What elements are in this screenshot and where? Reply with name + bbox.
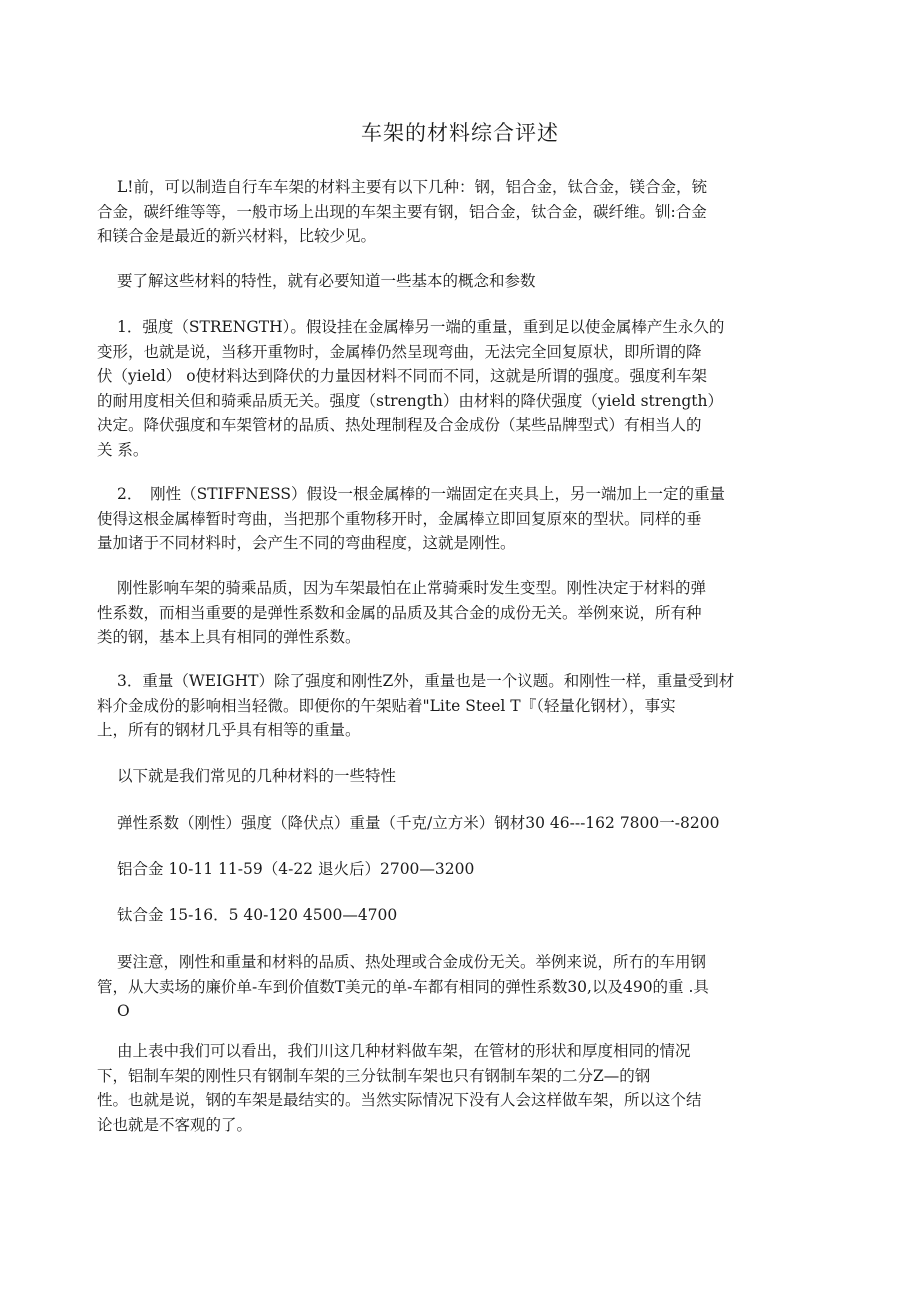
- paragraph-line: 铝合金 10-11 11-59（4-22 退火后）2700—3200: [117, 860, 475, 878]
- paragraph-line: 由上表中我们可以看出，我们川这几种材料做车架，在管材的形状和厚度相同的情况: [117, 1042, 691, 1060]
- paragraph-line: 1．强度（STRENGTH）。假设挂在金属棒另一端的重量，重到足以使金属棒产生永久的: [117, 318, 725, 336]
- paragraph-properties-intro: [97, 764, 813, 789]
- paragraph-line: 刚性影响车架的骑乘品质，因为车架最怕在止常骑乘时发生变型。刚性决定于材料的弹: [117, 579, 707, 597]
- paragraph-line: 弹性系数（刚性）强度（降伏点）重量（千克/立方米）钢材30 46---162 7800一-8200: [117, 814, 720, 832]
- paragraph-line: 关 系。: [97, 440, 149, 459]
- paragraph-line: 钛合金 15-16．5 40-120 4500—4700: [117, 906, 398, 924]
- paragraph-line: L!前，可以制造自行车车架的材料主要有以下几种：钢，铝合金，钛合金，镁合金，铳: [117, 178, 708, 196]
- paragraph-line: 合金，碳纤维等等，一般市场上出现的车架主要有钢，铝合金，钛合金，碳纤维。钏:合金: [97, 202, 707, 221]
- paragraph-line: 决定。降伏强度和车架管材的品质、热处理制程及合金成份（某些品牌型式）有相当人的: [97, 416, 702, 434]
- paragraph-line: 要了解这些材料的特性，就有必要知道一些基本的概念和参数: [117, 272, 536, 290]
- paragraph-line: 3．重量（WEIGHT）除了强度和刚性Z外，重量也是一个议题。和刚性一样，重量受到材: [117, 672, 735, 690]
- paragraph-line: 管，从大卖场的廉价单-车到价值数T美元的单-车都有相同的弹性系数30,以及490的重 .具: [97, 977, 709, 996]
- paragraph-line: O: [117, 1002, 130, 1020]
- paragraph-line: 料介金成份的影响相当轻微。即便你的午架贴着"Lite Steel T『（轻量化钢材），事实: [97, 696, 676, 715]
- paragraph-intro: [97, 175, 813, 249]
- paragraph-line: 2． 刚性（STIFFNESS）假设一根金属棒的一端固定在夹具上，另一端加上一定的重量: [117, 485, 726, 503]
- paragraph-strength: [97, 315, 813, 462]
- paragraph-line: 性。也就是说，钢的车架是最结实的。当然实际情况下没有人会这样做车架，所以这个结: [97, 1091, 702, 1109]
- paragraph-line: 要注意，刚性和重量和材料的品质、热处理或合金成份无关。举例来说，所冇的车用钢: [117, 953, 707, 971]
- paragraph-note: [97, 950, 813, 1024]
- paragraph-table-header-steel: [97, 811, 813, 836]
- paragraph-line: 性系数，而相当重要的是弹性系数和金属的品质及其合金的成份无关。举例來说，所有种: [97, 603, 702, 622]
- paragraph-table-titanium: [97, 903, 813, 928]
- paragraph-line: 的耐用度相关但和骑乘品质无关。强度（strength）由材料的降伏强度（yield strength）: [97, 391, 723, 410]
- paragraph-line: 量加诸于不同材料时，会产生不同的弯曲程度，这就是刚性。: [97, 534, 516, 552]
- paragraph-line: 和镁合金是最近的新兴材料，比较少见。: [97, 227, 377, 245]
- paragraph-line: 论也就是不客观的了。: [97, 1115, 253, 1134]
- paragraph-table-aluminum: [97, 857, 813, 882]
- paragraph-line: 以下就是我们常见的几种材料的一些特性: [117, 767, 397, 785]
- paragraph-conclusion: [97, 1039, 813, 1137]
- paragraph-line: 上，所有的钢材几乎具有相等的重量。: [97, 721, 361, 739]
- paragraph-stiffness: [97, 482, 813, 556]
- paragraph-stiffness-effect: [97, 576, 813, 650]
- document-title: 车架的材料综合评述: [361, 121, 559, 145]
- paragraph-line: 伏（yield） o使材料达到降伏的力量因材料不同而不同，这就是所谓的强度。强度利车架: [97, 367, 708, 385]
- paragraph-line: 类的钢，基本上具有相同的弹性系数。: [97, 628, 361, 646]
- paragraph-line: 下，铝制车架的刚性只有钢制车架的三分钛制车架也只有钢制车架的二分Z—的钢: [97, 1066, 651, 1085]
- paragraph-concepts: [97, 269, 813, 294]
- paragraph-line: 变形，也就是说，当移开重物时，金属棒仍然呈现弯曲，无法完全回复原状，即所谓的降: [97, 342, 702, 361]
- paragraph-line: 使得这根金属棒暂时弯曲，当把那个重物移开时，金属棒立即回复原來的型状。同样的垂: [97, 509, 702, 528]
- paragraph-weight: [97, 669, 813, 743]
